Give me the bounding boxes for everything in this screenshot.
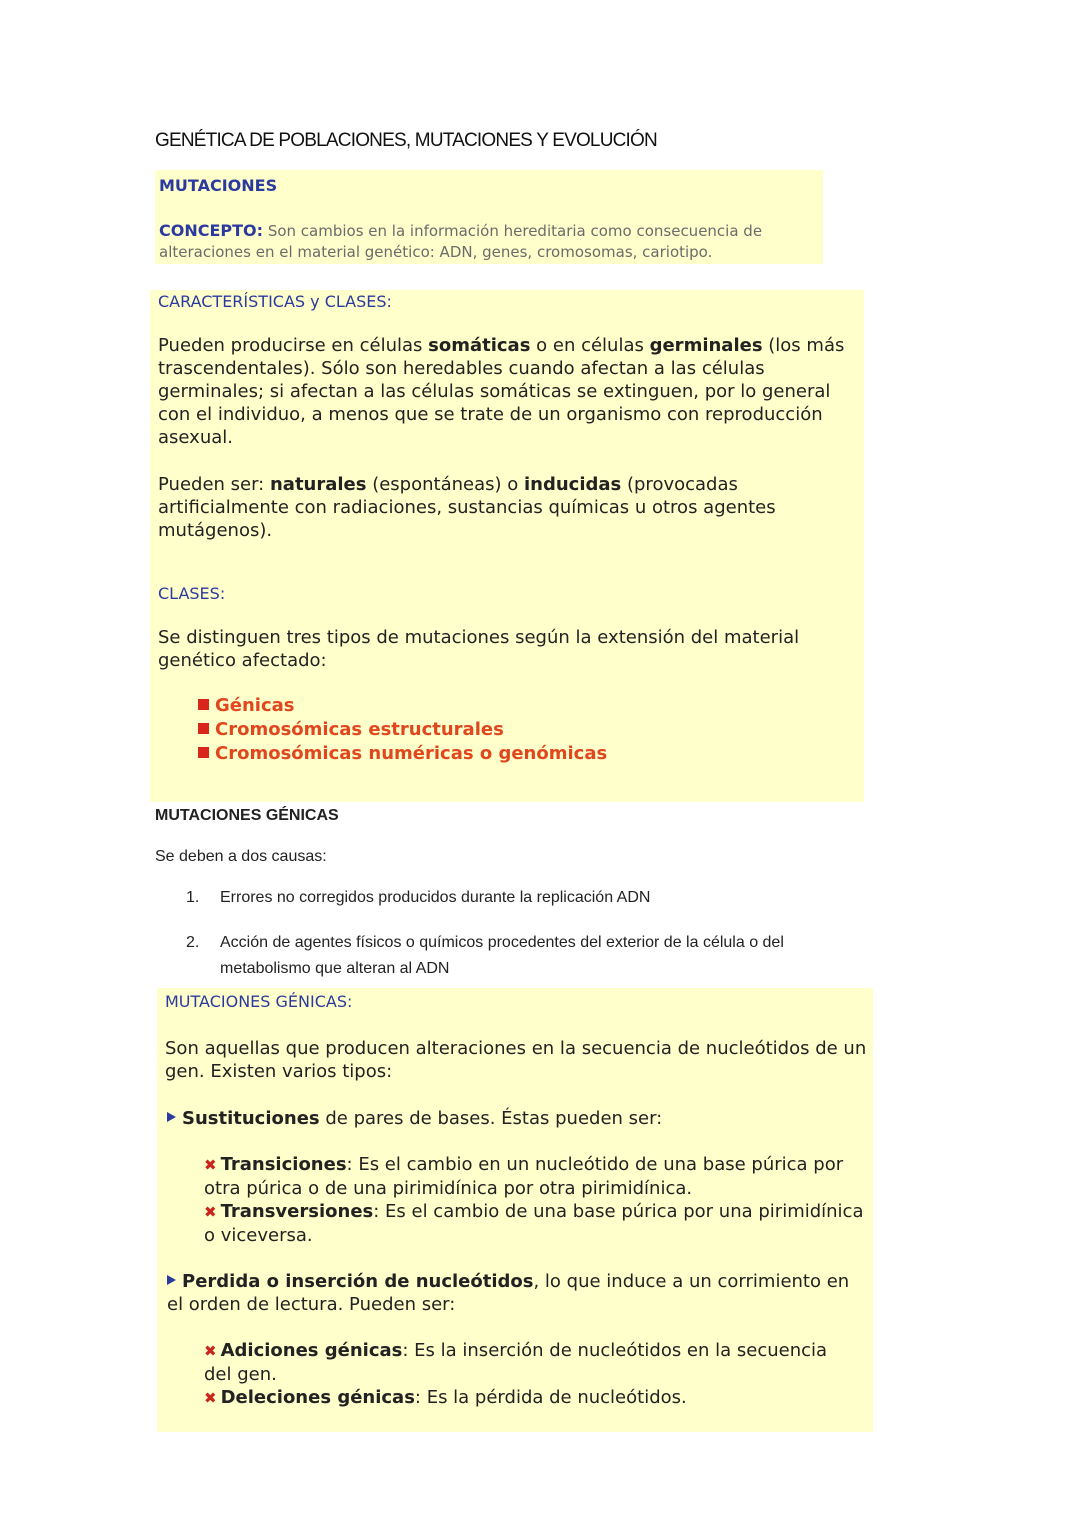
square-bullet-icon	[198, 699, 209, 710]
square-bullet-icon	[198, 747, 209, 758]
transversiones-item: ✖ Transversiones: Es el cambio de una base púrica por una pirimidínica o viceversa.	[204, 1201, 864, 1246]
cause-2: 2. Acción de agentes físicos o químicos procedentes del exterior de la célula o del metabolismo que alteran al ADN	[186, 930, 876, 982]
caracteristicas-heading: CARACTERÍSTICAS y CLASES:	[158, 292, 392, 311]
sustituciones-item: Sustituciones de pares de bases. Éstas pueden ser:	[167, 1107, 871, 1130]
box3-intro: Son aquellas que producen alteraciones en la secuencia de nucleótidos de un gen. Existen varios tipos:	[165, 1038, 867, 1082]
square-bullet-icon	[198, 723, 209, 734]
clases-list	[198, 694, 607, 766]
clases-heading: CLASES:	[158, 584, 226, 603]
adiciones-item: ✖ Adiciones génicas: Es la inserción de nucleótidos en la secuencia del gen.	[204, 1340, 828, 1385]
triangle-bullet-icon	[167, 1275, 176, 1285]
list-item: Génicas	[198, 694, 607, 718]
x-bullet-icon: ✖	[204, 1342, 217, 1360]
concept-line2: alteraciones en el material genético: ADN, genes, cromosomas, cariotipo.	[159, 243, 713, 261]
mutaciones-box	[155, 170, 823, 264]
deleciones-item: ✖ Deleciones génicas: Es la pérdida de nucleótidos.	[204, 1387, 687, 1408]
x-bullet-icon: ✖	[204, 1389, 217, 1407]
x-bullet-icon: ✖	[204, 1203, 217, 1221]
paragraph-naturales: Pueden ser: naturales (espontáneas) o inducidas (provocadas artificialmente con radiaciones, sustancias químicas u otros agentes mutágenos).	[158, 474, 776, 541]
paragraph-clases: Se distinguen tres tipos de mutaciones según la extensión del material genético afectado:	[158, 627, 800, 671]
list-item: Cromosómicas estructurales	[198, 718, 607, 742]
concept-text	[159, 220, 823, 263]
perdida-item: Perdida o inserción de nucleótidos, lo que induce a un corrimiento en el orden de lectura. Pueden ser:	[167, 1271, 850, 1315]
caracteristicas-box	[150, 290, 864, 802]
transiciones-item: ✖ Transiciones: Es el cambio en un nucleótido de una base púrica por otra púrica o de una pirimidínica por otra pirimidínica.	[204, 1154, 844, 1199]
list-number: 2.	[186, 934, 200, 951]
x-bullet-icon: ✖	[204, 1156, 217, 1174]
concept-line1: Son cambios en la información hereditaria como consecuencia de	[263, 222, 763, 240]
page-title: GENÉTICA DE POBLACIONES, MUTACIONES Y EVOLUCIÓN	[155, 130, 657, 151]
concept-label: CONCEPTO:	[159, 221, 264, 240]
box3-heading: MUTACIONES GÉNICAS:	[165, 992, 353, 1011]
mutaciones-genicas-heading: MUTACIONES GÉNICAS	[155, 807, 339, 824]
mutaciones-genicas-box	[157, 988, 873, 1432]
triangle-bullet-icon	[167, 1112, 176, 1122]
causes-intro: Se deben a dos causas:	[155, 848, 327, 865]
list-item: Cromosómicas numéricas o genómicas	[198, 742, 607, 766]
mutaciones-heading: MUTACIONES	[159, 176, 278, 195]
list-number: 1.	[186, 889, 200, 906]
cause-1: 1. Errores no corregidos producidos durante la replicación ADN	[186, 889, 651, 906]
paragraph-somaticas: Pueden producirse en células somáticas o en células germinales (los más trascendentales). Sólo son heredables cuando afectan a las células germinales; si afectan a las células somáticas se extinguen, por lo general con el individuo, a menos que se trate de un organismo con reproducción asexual.	[158, 335, 845, 448]
